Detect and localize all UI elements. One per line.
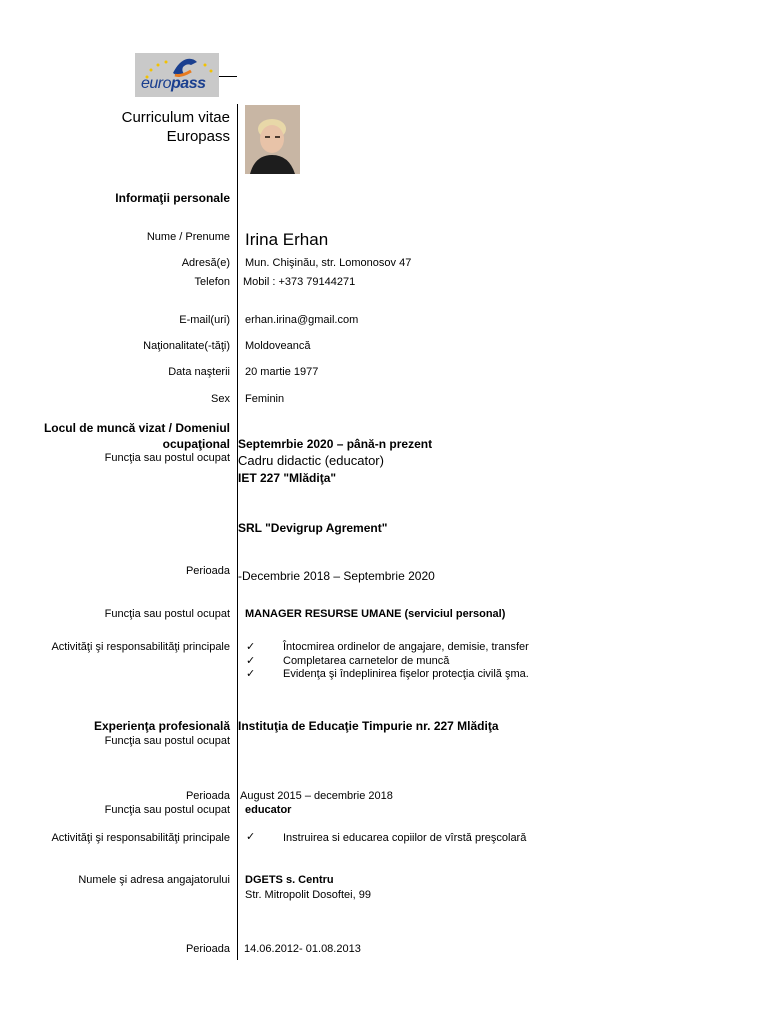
phone-label: Telefon — [194, 276, 230, 288]
employer-label: Numele şi adresa angajatorului — [78, 874, 230, 886]
job1-activity-item: Întocmirea ordinelor de angajare, demisie, transfer — [283, 641, 529, 653]
experience-period-label-2: Perioada — [185, 943, 230, 955]
title-line-1: Curriculum vitae — [121, 109, 230, 126]
job1-function: MANAGER RESURSE UMANE (serviciul personal) — [245, 608, 506, 620]
employer-name: DGETS s. Centru — [245, 874, 334, 886]
target-institution: IET 227 "Mlădiţa" — [238, 471, 337, 485]
target-label-line-1: Locul de muncă vizat / Domeniul — [43, 421, 230, 435]
target-company: SRL "Devigrup Agrement" — [238, 521, 388, 535]
experience-period: August 2015 – decembrie 2018 — [240, 790, 393, 802]
job1-period-dash: - — [238, 569, 242, 583]
birth-label: Data naşterii — [168, 366, 230, 378]
job1-activity-item: Evidenţa şi îndeplinirea fişelor protecţia civilă şma. — [283, 668, 529, 680]
nationality-label: Naţionalitate(-tăţi) — [143, 340, 230, 352]
name-label: Nume / Prenume — [146, 231, 230, 243]
nationality-value: Moldoveancă — [245, 340, 311, 352]
check-icon: ✓ — [246, 831, 256, 843]
sex-label: Sex — [211, 393, 230, 405]
target-function: Cadru didactic (educator) — [238, 453, 384, 468]
job1-function-label: Funcţia sau postul ocupat — [104, 608, 230, 620]
europass-logo-text: europass — [141, 75, 206, 92]
target-function-label: Funcţia sau postul ocupat — [104, 452, 230, 464]
address-value: Mun. Chişinău, str. Lomonosov 47 — [245, 257, 412, 269]
experience-activities-label: Activităţi şi responsabilităţi principale — [51, 832, 230, 844]
sex-value: Feminin — [245, 393, 285, 405]
cv-title — [122, 108, 230, 146]
section-personal-info: Informaţii personale — [115, 191, 230, 205]
experience-activity-item: Instruirea si educarea copiilor de vîrstă preşcolară — [283, 832, 527, 844]
target-period: Septemrbie 2020 – până-n prezent — [238, 437, 433, 451]
person-photo-icon — [245, 105, 300, 174]
target-label-line-2: ocupaţional — [162, 437, 230, 451]
check-icon: ✓ — [246, 668, 256, 680]
experience-function: educator — [245, 804, 292, 816]
profile-photo — [245, 105, 300, 174]
check-icon: ✓ — [246, 641, 256, 653]
europass-logo — [135, 53, 219, 97]
job1-activities-label: Activităţi şi responsabilităţi principale — [51, 641, 230, 653]
section-experience: Experienţa profesională — [93, 719, 230, 733]
title-line-2: Europass — [166, 128, 230, 145]
job1-period — [238, 569, 435, 583]
job1-period-text: Decembrie 2018 – Septembrie 2020 — [242, 569, 435, 583]
job1-activity-item: Completarea carnetelor de muncă — [283, 655, 450, 667]
email-label: E-mail(uri) — [179, 314, 230, 326]
experience-function-label-2: Funcţia sau postul ocupat — [104, 804, 230, 816]
phone-value: Mobil : +373 79144271 — [243, 276, 356, 288]
experience-period-label: Perioada — [185, 790, 230, 802]
birth-value: 20 martie 1977 — [245, 366, 319, 378]
address-label: Adresă(e) — [181, 257, 230, 269]
employer-address: Str. Mitropolit Dosoftei, 99 — [245, 889, 371, 901]
experience-function-label: Funcţia sau postul ocupat — [104, 735, 230, 747]
experience-employer: Instituţia de Educaţie Timpurie nr. 227 Mlădiţa — [238, 719, 499, 733]
email-value: erhan.irina@gmail.com — [245, 314, 359, 326]
logo-rule — [219, 76, 237, 77]
check-icon: ✓ — [246, 655, 256, 667]
job1-period-label: Perioada — [185, 565, 230, 577]
experience-period-2: 14.06.2012- 01.08.2013 — [244, 943, 361, 955]
full-name: Irina Erhan — [245, 230, 329, 249]
section-target-job — [44, 420, 230, 452]
